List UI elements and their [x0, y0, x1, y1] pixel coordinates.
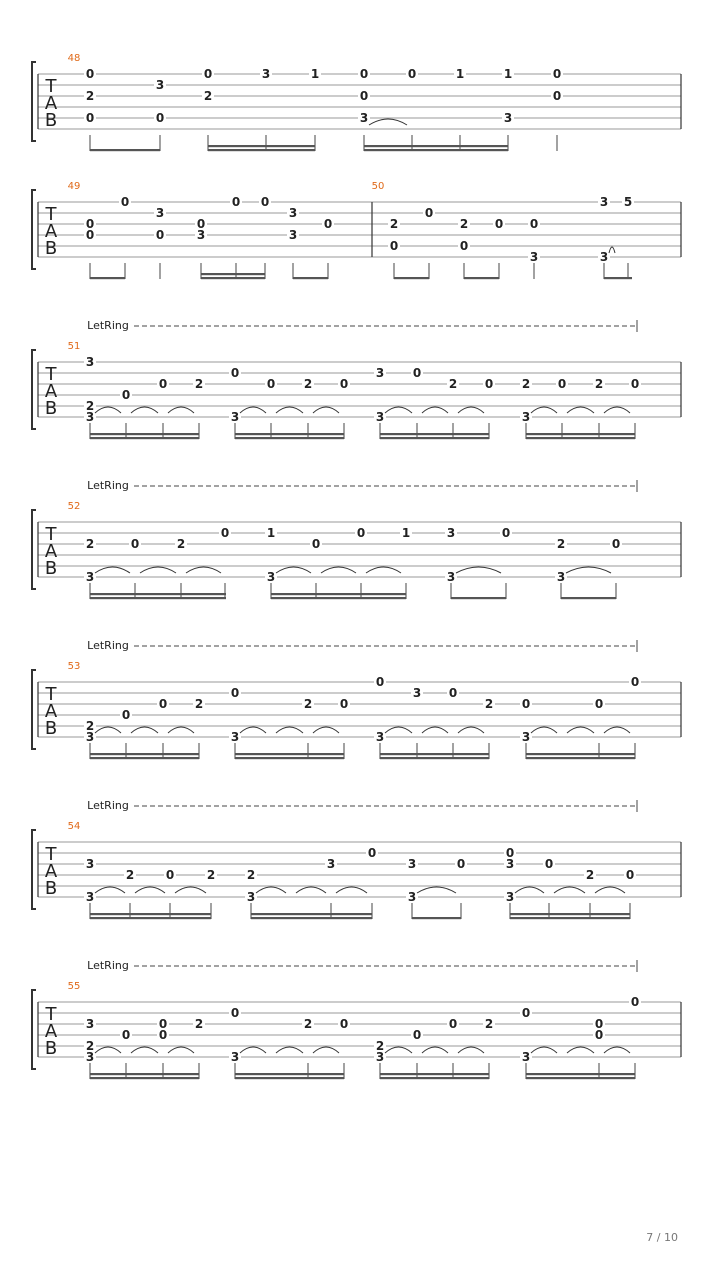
fret-number: 2: [203, 89, 213, 103]
tie-arc: [276, 567, 311, 573]
fret-number: 3: [155, 206, 165, 220]
tab-clef-b: B: [44, 110, 58, 131]
fret-number: 3: [261, 67, 271, 81]
fret-number: 0: [230, 686, 240, 700]
tab-clef-t: T: [45, 844, 57, 865]
tie-arc: [369, 119, 407, 125]
fret-number: 0: [165, 868, 175, 882]
tie-arc: [240, 727, 266, 733]
fret-number: 0: [389, 239, 399, 253]
fret-number: 2: [389, 217, 399, 231]
fret-number: 2: [194, 1017, 204, 1031]
note-beam: [451, 597, 506, 599]
fret-number: 3: [375, 1050, 385, 1064]
fret-number: 2: [85, 537, 95, 551]
fret-number: 2: [206, 868, 216, 882]
note-beam: [90, 1077, 199, 1079]
note-beam: [526, 753, 635, 755]
fret-number: 0: [625, 868, 635, 882]
fret-number: 0: [158, 697, 168, 711]
fret-number: 0: [594, 1017, 604, 1031]
tab-clef-b: B: [44, 878, 58, 899]
note-beam: [90, 433, 199, 435]
fret-number: 0: [196, 217, 206, 231]
tab-clef-a: A: [44, 861, 58, 882]
tie-arc: [531, 407, 557, 413]
tie-arc: [95, 727, 121, 733]
fret-number: 3: [266, 570, 276, 584]
fret-number: 2: [594, 377, 604, 391]
fret-number: 3: [407, 890, 417, 904]
tie-arc: [458, 1047, 484, 1053]
tie-arc: [313, 1047, 339, 1053]
tab-clef-a: A: [44, 1021, 58, 1042]
note-beam: [526, 433, 635, 435]
fret-number: 0: [359, 89, 369, 103]
fret-number: 0: [407, 67, 417, 81]
fret-number: 0: [448, 686, 458, 700]
note-beam: [90, 597, 226, 599]
tie-arc: [595, 887, 625, 893]
fret-number: 3: [446, 526, 456, 540]
fret-number: 0: [85, 217, 95, 231]
fret-number: 0: [521, 697, 531, 711]
note-beam: [464, 277, 499, 279]
note-beam: [364, 149, 508, 151]
fret-number: 0: [494, 217, 504, 231]
fret-number: 0: [120, 195, 130, 209]
tie-arc: [131, 407, 158, 413]
tab-clef-a: A: [44, 701, 58, 722]
fret-number: 0: [121, 1028, 131, 1042]
fret-number: 0: [311, 537, 321, 551]
fret-number: 0: [155, 111, 165, 125]
fret-number: 3: [521, 1050, 531, 1064]
fret-number: 0: [412, 1028, 422, 1042]
fret-number: 3: [196, 228, 206, 242]
system-bracket: [32, 62, 36, 141]
tie-arc: [554, 887, 585, 893]
fret-number: 0: [521, 1006, 531, 1020]
tie-arc: [175, 887, 206, 893]
tie-arc: [168, 407, 194, 413]
fret-number: 3: [288, 228, 298, 242]
tie-arc: [366, 567, 401, 573]
note-beam: [380, 433, 489, 435]
note-beam: [604, 277, 632, 279]
tie-arc: [336, 887, 367, 893]
tie-arc: [458, 407, 484, 413]
fret-number: 1: [455, 67, 465, 81]
fret-number: 3: [155, 78, 165, 92]
fret-number: 0: [529, 217, 539, 231]
note-beam: [293, 277, 328, 279]
note-beam: [251, 913, 372, 915]
note-beam: [208, 145, 315, 147]
fret-number: 0: [158, 377, 168, 391]
fret-number: 2: [521, 377, 531, 391]
tie-arc: [276, 407, 303, 413]
fret-number: 0: [339, 1017, 349, 1031]
fret-number: 0: [230, 366, 240, 380]
note-beam: [271, 597, 406, 599]
fret-number: 3: [599, 250, 609, 264]
fret-number: 3: [599, 195, 609, 209]
fret-number: 3: [446, 570, 456, 584]
fret-number: 3: [230, 730, 240, 744]
tie-arc: [240, 407, 266, 413]
fret-number: 0: [85, 111, 95, 125]
tie-arc: [168, 1047, 194, 1053]
tab-clef-t: T: [45, 204, 57, 225]
tab-clef-a: A: [44, 541, 58, 562]
let-ring-label: LetRing: [87, 799, 129, 812]
fret-number: 0: [594, 1028, 604, 1042]
staff-system: [32, 62, 681, 151]
tie-arc: [422, 1047, 448, 1053]
fret-number: 3: [326, 857, 336, 871]
measure-number: 55: [67, 981, 81, 992]
fret-number: 1: [503, 67, 513, 81]
fret-number: 2: [303, 377, 313, 391]
fret-number: 3: [407, 857, 417, 871]
fret-number: 2: [448, 377, 458, 391]
note-beam: [526, 757, 635, 759]
note-beam: [90, 913, 211, 915]
fret-number: 2: [85, 1039, 95, 1053]
fret-number: 2: [303, 1017, 313, 1031]
fret-number: 0: [339, 697, 349, 711]
tie-arc: [186, 567, 221, 573]
tie-arc: [276, 727, 303, 733]
fret-number: 3: [529, 250, 539, 264]
fret-number: 1: [401, 526, 411, 540]
fret-number: 2: [484, 697, 494, 711]
measure-number: 52: [67, 501, 81, 512]
tab-clef-a: A: [44, 93, 58, 114]
tie-arc: [95, 1047, 121, 1053]
note-beam: [90, 753, 199, 755]
fret-number: 2: [85, 719, 95, 733]
let-ring-label: LetRing: [87, 479, 129, 492]
tie-arc: [567, 407, 594, 413]
tie-arc: [531, 727, 557, 733]
tie-arc: [566, 567, 611, 573]
tie-arc: [567, 727, 594, 733]
fret-number: 0: [594, 697, 604, 711]
tab-clef-t: T: [45, 524, 57, 545]
fret-number: 3: [85, 1017, 95, 1031]
tie-arc: [422, 407, 448, 413]
tie-arc: [95, 407, 121, 413]
system-bracket: [32, 190, 36, 269]
tie-arc: [604, 407, 630, 413]
system-bracket: [32, 510, 36, 589]
note-beam: [380, 437, 489, 439]
fret-number: 0: [85, 228, 95, 242]
note-beam: [412, 917, 461, 919]
note-beam: [90, 149, 160, 151]
fret-number: 0: [203, 67, 213, 81]
fret-number: 2: [459, 217, 469, 231]
note-beam: [90, 757, 199, 759]
tab-clef-b: B: [44, 238, 58, 259]
fret-number: 3: [505, 890, 515, 904]
note-beam: [235, 437, 344, 439]
measure-number: 50: [371, 181, 385, 192]
system-bracket: [32, 830, 36, 909]
fret-number: 3: [375, 366, 385, 380]
staff-system: [32, 960, 681, 1079]
note-beam: [235, 1073, 344, 1075]
tab-clef-b: B: [44, 1038, 58, 1059]
note-beam: [526, 1077, 635, 1079]
fret-number: 0: [85, 67, 95, 81]
measure-number: 48: [67, 53, 81, 64]
fret-number: 0: [456, 857, 466, 871]
fret-number: 3: [85, 355, 95, 369]
tab-clef-a: A: [44, 221, 58, 242]
fret-number: 0: [121, 708, 131, 722]
tie-arc: [313, 727, 339, 733]
measure-number: 53: [67, 661, 81, 672]
tie-arc: [240, 1047, 266, 1053]
fret-number: 0: [158, 1028, 168, 1042]
fret-number: 0: [552, 67, 562, 81]
fret-number: 0: [220, 526, 230, 540]
tie-arc: [276, 1047, 303, 1053]
note-beam: [235, 753, 344, 755]
fret-number: 1: [310, 67, 320, 81]
note-beam: [208, 149, 315, 151]
tie-arc: [417, 887, 456, 893]
fret-number: 0: [367, 846, 377, 860]
tab-clef-a: A: [44, 381, 58, 402]
tie-arc: [385, 1047, 412, 1053]
fret-number: 2: [484, 1017, 494, 1031]
tab-clef-t: T: [45, 364, 57, 385]
tab-clef-b: B: [44, 558, 58, 579]
note-beam: [380, 753, 489, 755]
fret-number: 0: [323, 217, 333, 231]
fret-number: 0: [557, 377, 567, 391]
fret-number: 0: [356, 526, 366, 540]
let-ring-label: LetRing: [87, 319, 129, 332]
fret-number: 0: [412, 366, 422, 380]
tie-arc: [313, 407, 339, 413]
measure-number: 49: [67, 181, 81, 192]
tie-arc: [95, 887, 125, 893]
note-beam: [526, 1073, 635, 1075]
measure-number: 54: [67, 821, 81, 832]
fret-number: 3: [503, 111, 513, 125]
fret-number: 0: [544, 857, 554, 871]
tie-arc: [604, 1047, 630, 1053]
tie-arc: [456, 567, 501, 573]
fret-number: 0: [459, 239, 469, 253]
fret-number: 0: [359, 67, 369, 81]
fret-number: 0: [375, 675, 385, 689]
note-beam: [510, 913, 630, 915]
tie-arc: [422, 727, 448, 733]
fret-number: 0: [630, 377, 640, 391]
tab-clef-t: T: [45, 684, 57, 705]
fret-number: 3: [85, 1050, 95, 1064]
let-ring-label: LetRing: [87, 639, 129, 652]
fret-number: 2: [85, 89, 95, 103]
fret-number: 3: [521, 730, 531, 744]
fret-number: 0: [611, 537, 621, 551]
tie-arc: [256, 887, 286, 893]
fret-number: 0: [339, 377, 349, 391]
note-beam: [201, 277, 265, 279]
note-beam: [235, 757, 344, 759]
fret-number: 0: [501, 526, 511, 540]
note-beam: [235, 1077, 344, 1079]
note-beam: [380, 1073, 489, 1075]
tie-arc: [604, 727, 630, 733]
tie-arc: [131, 727, 158, 733]
note-beam: [380, 1077, 489, 1079]
fret-number: 0: [158, 1017, 168, 1031]
measure-number: 51: [67, 341, 81, 352]
tie-arc: [140, 567, 176, 573]
fret-number: 0: [266, 377, 276, 391]
fret-number: 0: [130, 537, 140, 551]
fret-number: 3: [359, 111, 369, 125]
let-ring-label: LetRing: [87, 959, 129, 972]
staff-system: [32, 320, 681, 439]
tie-arc: [567, 1047, 594, 1053]
fret-number: 3: [85, 410, 95, 424]
tab-clef-b: B: [44, 718, 58, 739]
fret-number: 5: [623, 195, 633, 209]
fret-number: 0: [630, 675, 640, 689]
fret-number: 3: [505, 857, 515, 871]
fret-number: 3: [230, 1050, 240, 1064]
tie-arc: [385, 727, 412, 733]
system-bracket: [32, 350, 36, 429]
fret-number: 3: [521, 410, 531, 424]
tie-arc: [131, 1047, 158, 1053]
note-beam: [526, 437, 635, 439]
fret-number: 3: [85, 857, 95, 871]
note-beam: [90, 917, 211, 919]
fret-number: 2: [303, 697, 313, 711]
fret-number: 2: [375, 1039, 385, 1053]
staff-system: [32, 640, 681, 759]
tab-clef-t: T: [45, 76, 57, 97]
fret-number: 3: [556, 570, 566, 584]
note-beam: [90, 277, 125, 279]
note-beam: [251, 917, 372, 919]
fret-number: 2: [85, 399, 95, 413]
tab-clef-b: B: [44, 398, 58, 419]
fret-number: 2: [125, 868, 135, 882]
fret-number: 1: [266, 526, 276, 540]
system-bracket: [32, 990, 36, 1069]
tie-arc: [515, 887, 544, 893]
fret-number: 3: [230, 410, 240, 424]
fret-number: 2: [585, 868, 595, 882]
tie-arc: [296, 887, 326, 893]
note-beam: [201, 273, 265, 275]
tie-arc: [385, 407, 412, 413]
fret-number: 0: [260, 195, 270, 209]
note-beam: [271, 593, 406, 595]
fret-number: 3: [288, 206, 298, 220]
fret-number: 3: [85, 730, 95, 744]
fret-number: 2: [176, 537, 186, 551]
note-beam: [90, 593, 226, 595]
fret-number: 0: [155, 228, 165, 242]
fret-number: 2: [556, 537, 566, 551]
tie-arc: [95, 567, 130, 573]
fret-number: 0: [630, 995, 640, 1009]
tie-arc: [135, 887, 165, 893]
note-beam: [90, 1073, 199, 1075]
fret-number: 2: [194, 377, 204, 391]
fret-number: 2: [246, 868, 256, 882]
tab-clef-t: T: [45, 1004, 57, 1025]
note-beam: [364, 145, 508, 147]
tie-arc: [321, 567, 356, 573]
page-number: 7 / 10: [646, 1231, 678, 1244]
note-beam: [90, 437, 199, 439]
system-bracket: [32, 670, 36, 749]
fret-number: 0: [231, 195, 241, 209]
fret-number: 0: [230, 1006, 240, 1020]
fret-number: 0: [448, 1017, 458, 1031]
tie-arc: [531, 1047, 557, 1053]
tie-arc: [458, 727, 484, 733]
fret-number: 0: [552, 89, 562, 103]
fret-number: 3: [412, 686, 422, 700]
staff-system: [32, 190, 681, 279]
fret-number: 3: [85, 890, 95, 904]
note-beam: [235, 433, 344, 435]
fret-number: 3: [85, 570, 95, 584]
note-beam: [561, 597, 616, 599]
staff-system: [32, 800, 681, 919]
fret-number: 0: [424, 206, 434, 220]
fret-number: 0: [484, 377, 494, 391]
note-beam: [380, 757, 489, 759]
fret-number: 3: [246, 890, 256, 904]
fret-number: 0: [505, 846, 515, 860]
fret-number: 3: [375, 730, 385, 744]
fret-number: 3: [375, 410, 385, 424]
note-beam: [394, 277, 429, 279]
fret-number: 2: [194, 697, 204, 711]
tie-arc: [168, 727, 194, 733]
fret-number: 0: [121, 388, 131, 402]
note-beam: [510, 917, 630, 919]
